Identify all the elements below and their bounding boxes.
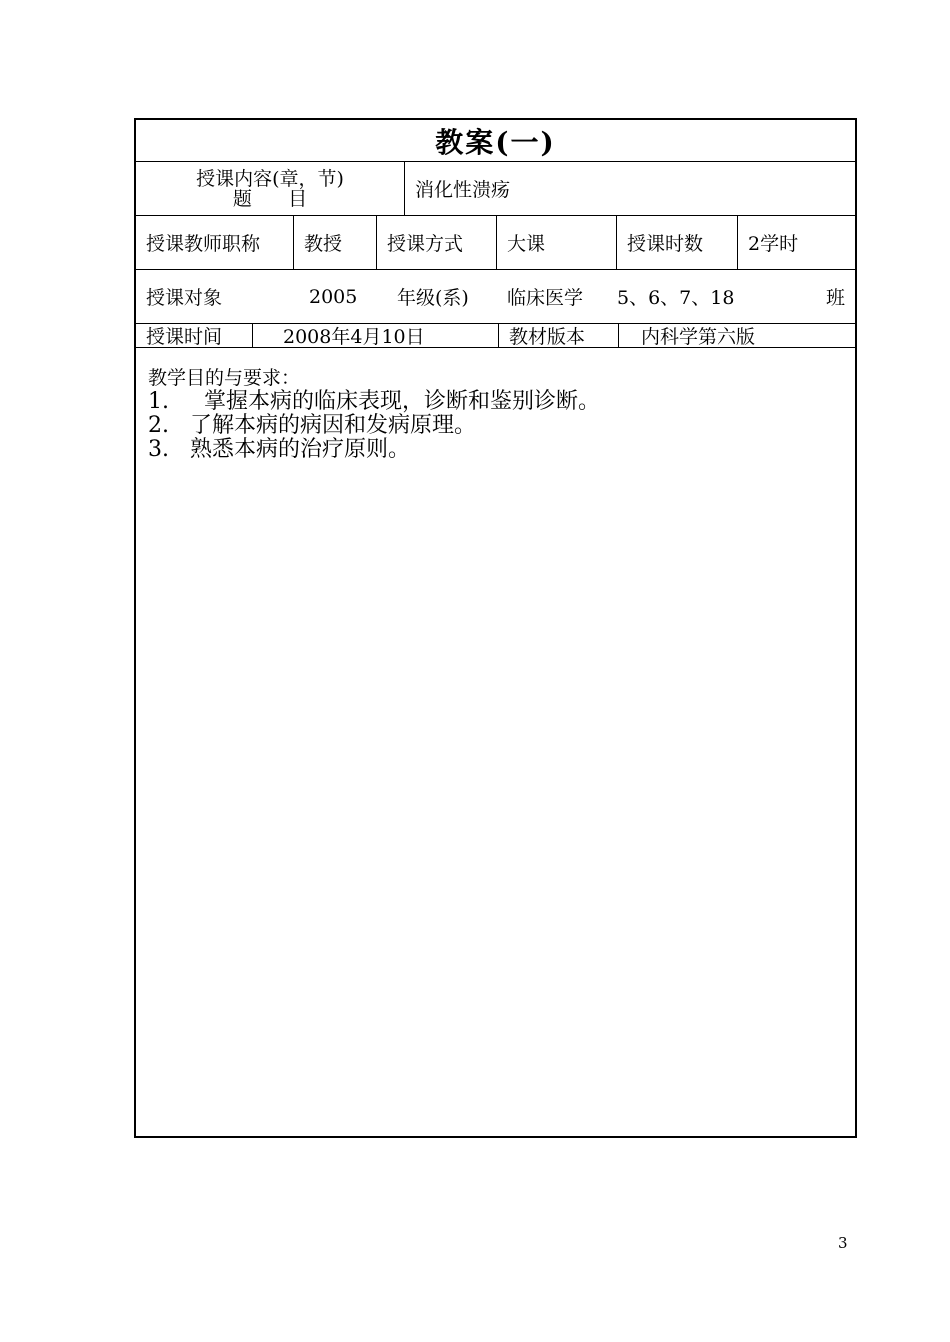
method-value: 大课	[496, 216, 616, 269]
audience-class-suffix: 班	[826, 287, 846, 309]
teacher-row	[136, 216, 855, 270]
audience-classes: 5、6、7、18	[617, 287, 735, 309]
textbook-value: 内科学第六版	[618, 324, 855, 347]
content-value: 消化性溃疡	[404, 162, 855, 215]
audience-grade-label: 年级(系)	[397, 287, 469, 309]
textbook-label: 教材版本	[498, 324, 618, 347]
objective-item: 2. 了解本病的病因和发病原理。	[148, 413, 476, 438]
audience-dept: 临床医学	[507, 287, 584, 309]
content-label-line1: 授课内容(章，节)	[196, 167, 344, 190]
time-row	[136, 324, 855, 348]
lesson-plan-table	[134, 118, 857, 1138]
objective-item: 3. 熟悉本病的治疗原则。	[148, 437, 410, 462]
objective-item: 1. 掌握本病的临床表现，诊断和鉴别诊断。	[148, 389, 600, 414]
audience-row	[136, 270, 855, 324]
content-row	[136, 162, 855, 216]
audience-year: 2005	[309, 285, 358, 308]
hours-value: 2学时	[737, 216, 855, 269]
content-label	[136, 162, 404, 215]
audience-label: 授课对象	[146, 287, 223, 309]
teacher-title-value: 教授	[293, 216, 376, 269]
title-row	[136, 120, 855, 162]
method-label: 授课方式	[376, 216, 496, 269]
teacher-title-label: 授课教师职称	[146, 233, 261, 255]
time-value: 2008年4月10日	[252, 324, 498, 347]
content-label-line2: 题 目	[232, 187, 308, 210]
document-title: 教案(一)	[435, 125, 556, 159]
objectives-section	[148, 366, 845, 462]
objectives-heading: 教学目的与要求：	[148, 367, 301, 389]
page-number: 3	[838, 1234, 848, 1252]
time-label: 授课时间	[146, 326, 223, 348]
hours-label: 授课时数	[616, 216, 737, 269]
